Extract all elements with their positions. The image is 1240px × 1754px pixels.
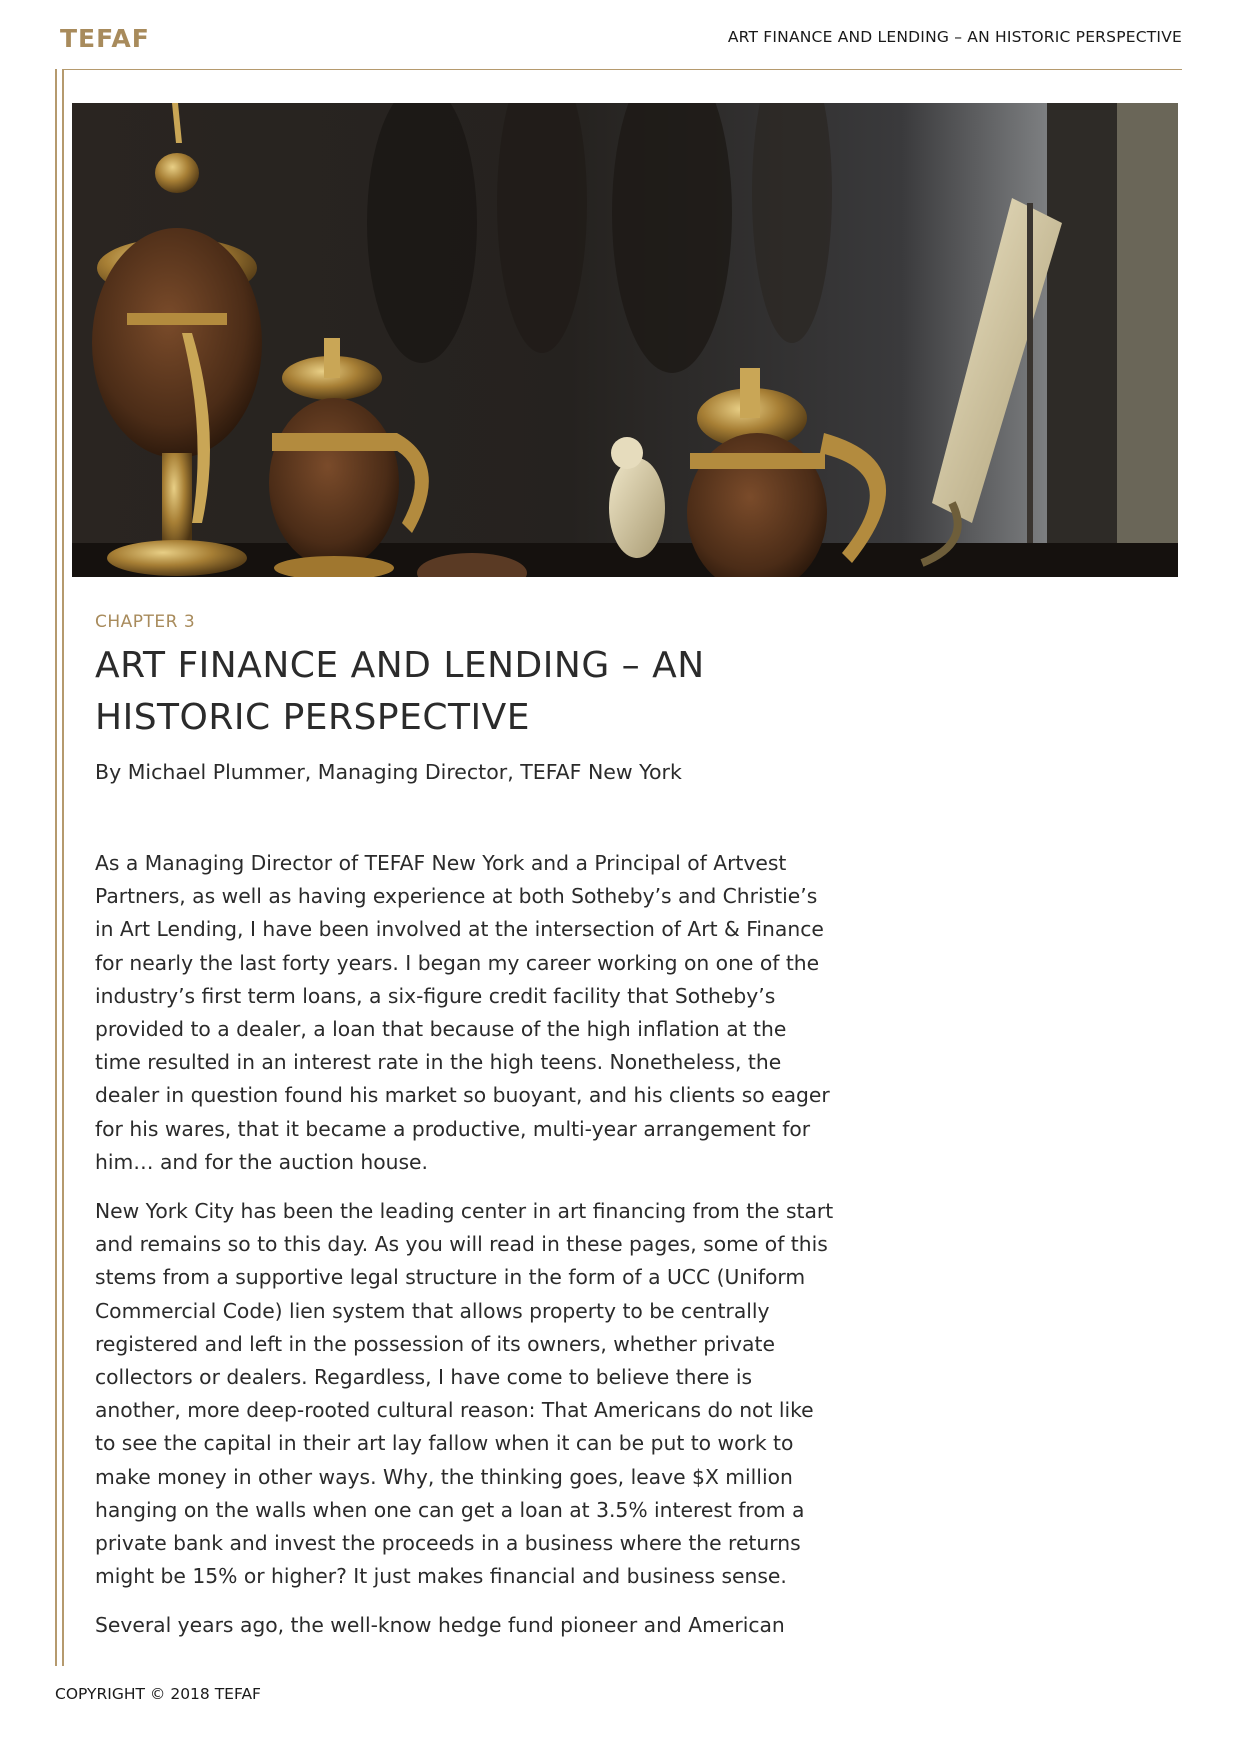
chapter-title xyxy=(95,640,815,744)
copyright-notice: COPYRIGHT © 2018 TEFAF xyxy=(55,1685,261,1703)
header-rule xyxy=(62,69,1182,70)
body-paragraph: Several years ago, the well-know hedge fund pioneer and American xyxy=(95,1613,785,1638)
running-header-title: ART FINANCE AND LENDING – AN HISTORIC PERSPECTIVE xyxy=(727,28,1182,46)
hero-image xyxy=(72,103,1178,577)
article-body xyxy=(95,847,835,1659)
author-byline: By Michael Plummer, Managing Director, TEFAF New York xyxy=(95,760,682,784)
margin-rule-inner xyxy=(62,69,64,1666)
chapter-label: CHAPTER 3 xyxy=(95,612,196,632)
body-paragraph: As a Managing Director of TEFAF New York and a Principal of Artvest Partners, as well as having experience at both Sotheby’s and Christie’s in Art Lending, I have been involved at the intersection of Art & Finance for nearly the last forty years. I began my career working on one of the industry’s first term loans, a six-figure credit facility that Sotheby’s provided to a dealer, a loan that because of the high inflation at the time resulted in an interest rate in the high teens. Nonetheless, the dealer in question found his market so buoyant, and his clients so eager for his wares, that it became a productive, multi-year arrangement for him… and for the auction house. xyxy=(95,851,830,1174)
body-paragraph: New York City has been the leading center in art financing from the start and remains so to this day. As you will read in these pages, some of this stems from a supportive legal structure in the form of a UCC (Uniform Commercial Code) lien system that allows property to be centrally registered and left in the possession of its owners, whether private collectors or dealers. Regardless, I have come to believe there is another, more deep-rooted cultural reason: That Americans do not like to see the capital in their art lay fallow when it can be put to work to make money in other ways. Why, the thinking goes, leave $X million hanging on the walls when one can get a loan at 3.5% interest from a private bank and invest the proceeds in a business where the returns might be 15% or higher? It just makes financial and business sense. xyxy=(95,1199,834,1589)
tefaf-logo: TEFAF xyxy=(60,24,150,53)
margin-rule-outer xyxy=(55,69,57,1666)
chapter-title-line-2: HISTORIC PERSPECTIVE xyxy=(95,697,530,738)
chapter-title-line-1: ART FINANCE AND LENDING – AN xyxy=(95,645,705,686)
